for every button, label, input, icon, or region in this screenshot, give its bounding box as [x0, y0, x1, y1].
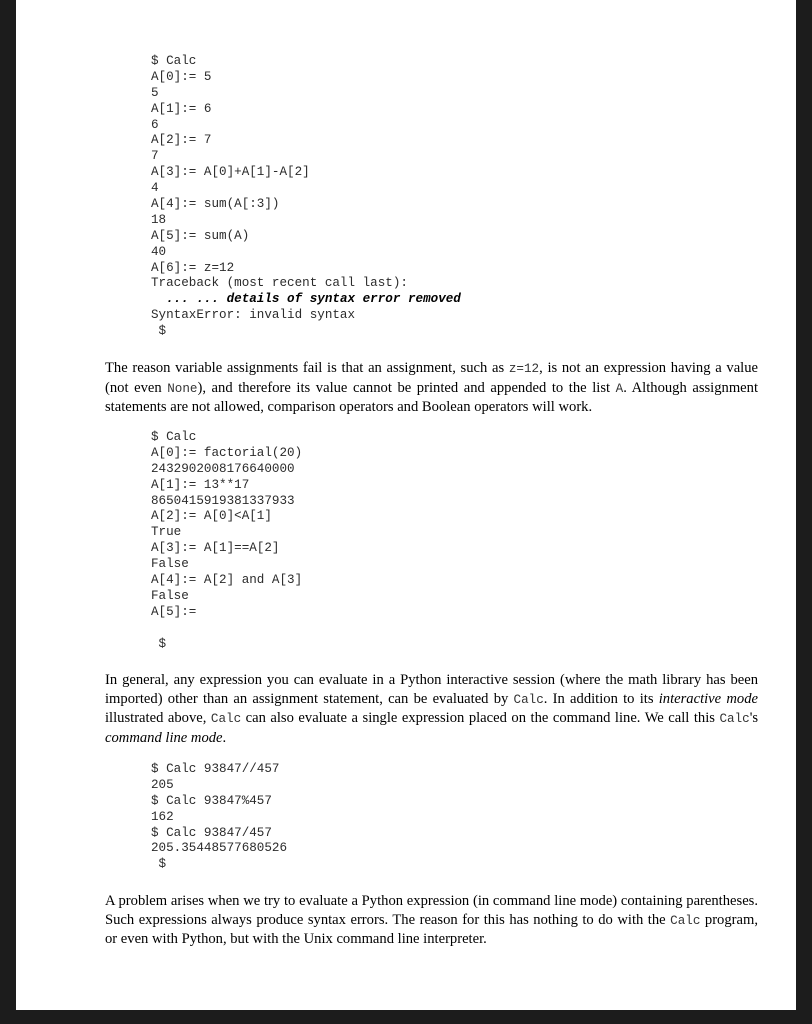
inline-code: Calc [513, 692, 544, 707]
code-line: A[0]:= factorial(20) [151, 445, 303, 460]
code-line: $ Calc [151, 430, 197, 444]
calc-session-comparisons [151, 430, 302, 652]
text-run: can also evaluate a single expression placed on the command line. We call this [241, 710, 720, 727]
code-line: A[3]:= A[1]==A[2] [151, 541, 280, 556]
code-line: 7 [151, 149, 159, 164]
code-line: $ Calc 93847//457 [151, 762, 280, 776]
code-line: A[5]:= sum(A) [151, 228, 250, 243]
paragraph-parentheses-problem [105, 892, 758, 949]
emphasis: command line mode [105, 729, 223, 746]
code-line [151, 621, 302, 637]
code-line: $ [151, 324, 167, 339]
code-line: False [151, 557, 189, 572]
text-run: . In addition to its [543, 690, 659, 707]
calc-session-assignments [151, 54, 461, 340]
code-line: True [151, 525, 182, 540]
calc-command-line-examples [151, 762, 287, 873]
code-line: A[2]:= 7 [151, 133, 212, 148]
code-line: A[3]:= A[0]+A[1]-A[2] [151, 165, 310, 180]
code-line: 2432902008176640000 [151, 461, 295, 476]
document-page [16, 0, 796, 1010]
code-line: Traceback (most recent call last): [151, 276, 408, 291]
syntax-error-note-line [151, 292, 461, 308]
code-line: 205 [151, 777, 174, 792]
text-run: illustrated above, [105, 710, 211, 727]
inline-code: None [167, 381, 198, 396]
text-run: 's [749, 710, 759, 727]
code-line: 8650415919381337933 [151, 493, 295, 508]
code-line: A[6]:= z=12 [151, 260, 235, 275]
code-line: 4 [151, 181, 159, 196]
text-run: , is not an expression having a value (not even [105, 360, 758, 396]
inline-code: Calc [670, 913, 701, 928]
note-ellipsis: ... ... [151, 292, 227, 307]
inline-code: A [615, 381, 624, 396]
code-line: $ [151, 636, 167, 651]
code-line: A[4]:= A[2] and A[3] [151, 573, 303, 588]
emphasis: interactive mode [658, 690, 758, 707]
paragraph-command-line-mode [105, 671, 758, 747]
code-line: A[1]:= 13**17 [151, 477, 250, 492]
code-line: A[4]:= sum(A[:3]) [151, 197, 280, 212]
code-line: SyntaxError: invalid syntax [151, 308, 356, 323]
paragraph-assignments-fail [105, 359, 758, 417]
code-line: A[2]:= A[0]<A[1] [151, 509, 272, 524]
code-line: 40 [151, 244, 167, 259]
inline-code: Calc [719, 712, 750, 727]
code-line: A[1]:= 6 [151, 101, 212, 116]
text-run: The reason variable assignments fail is that an assignment, such as [105, 360, 509, 376]
code-line: 5 [151, 85, 159, 100]
code-line: 18 [151, 212, 167, 227]
code-line: 162 [151, 809, 174, 824]
code-line: $ [151, 857, 167, 872]
text-run: ), and therefore its value cannot be printed and appended to the list [197, 379, 616, 396]
code-line: 6 [151, 117, 159, 132]
syntax-error-note: details of syntax error removed [226, 292, 461, 307]
text-run: A problem arises when we try to evaluate a Python expression (in command line mode) containing parentheses. Such expressions always produce syntax errors. The reason for this has nothing to do with the [105, 893, 758, 928]
code-line: $ Calc 93847%457 [151, 793, 272, 808]
text-run: In general, any expression you can evaluate in a Python interactive session (where the math library has been imported) other than an assignment statement, can be evaluated by [105, 672, 758, 707]
code-line: False [151, 588, 189, 603]
code-line: 205.35448577680526 [151, 841, 288, 856]
text-run: . Although assignment statements are not allowed, comparison operators and Boolean operators will work. [105, 379, 759, 416]
text-run: program, or even with Python, but with the Unix command line interpreter. [105, 911, 758, 948]
code-line: A[5]:= [151, 604, 197, 619]
inline-code: z=12 [508, 362, 540, 376]
code-line: $ Calc 93847/457 [151, 825, 272, 840]
text-run: . [222, 729, 227, 746]
code-line: A[0]:= 5 [151, 69, 212, 84]
inline-code: Calc [210, 712, 242, 727]
code-line: $ Calc [151, 54, 197, 68]
